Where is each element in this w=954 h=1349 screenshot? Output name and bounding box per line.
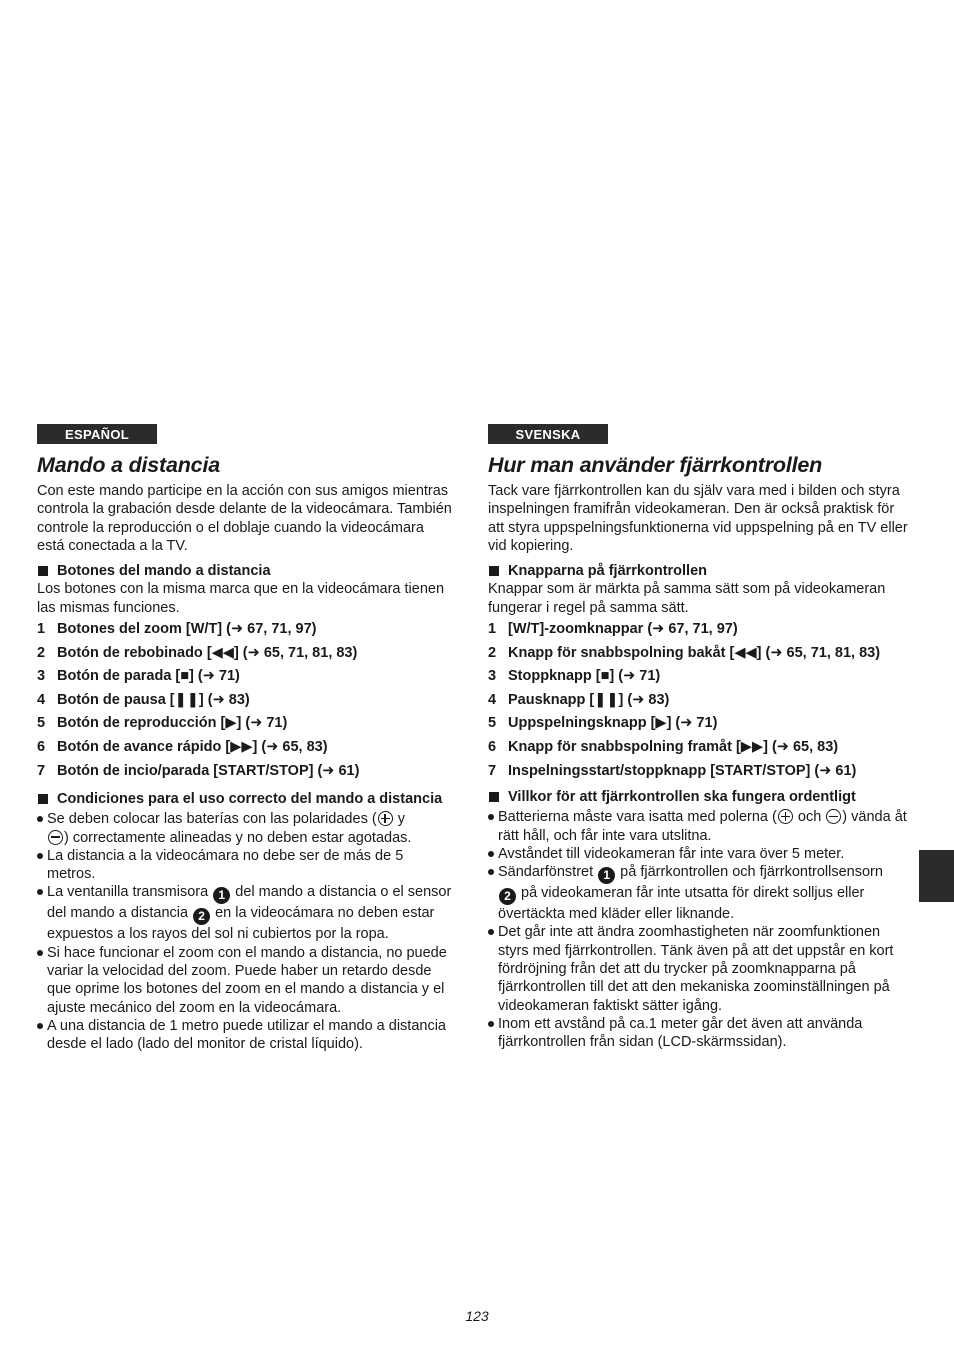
column-espanol	[37, 424, 455, 1054]
page-number: 123	[465, 1308, 489, 1324]
bullet-dot-icon	[37, 1023, 43, 1029]
intro-paragraph: Tack vare fjärrkontrollen kan du själv vara med i bilden och styra inspelningen framifrån videokameran. Den är också praktisk för att styra uppspelningsfunktionerna vid uppspelning på en TV eller vid kopiering.	[488, 483, 908, 554]
list-item: Batterierna måste vara isatta med polerna ( och ) vända åt rätt håll, och får inte vara utslitna.	[488, 808, 908, 845]
list-item: Inom ett avstånd på ca.1 meter går det även att använda fjärrkontrollen från sidan (LCD-skärmssidan).	[488, 1015, 908, 1052]
section-heading: Knapparna på fjärrkontrollen	[488, 562, 908, 580]
square-bullet-icon	[38, 794, 48, 804]
list-item: La distancia a la videocámara no debe ser de más de 5 metros.	[37, 847, 455, 884]
page-title: Mando a distancia	[37, 453, 220, 477]
bullet-dot-icon	[488, 814, 494, 820]
list-item: La ventanilla transmisora 1 del mando a distancia o el sensor del mando a distancia 2 en la videocámara no deben estar expuestos a los rayos del sol ni cubiertos por la ropa.	[37, 883, 455, 943]
conditions-list	[488, 808, 908, 1051]
list-item: 4 Pausknapp [❚❚] (➜ 83)	[488, 691, 670, 708]
chapter-side-tab	[919, 850, 954, 902]
list-item: 3 Stoppknapp [■] (➜ 71)	[488, 668, 661, 685]
list-item: 2 Botón de rebobinado [◀◀] (➜ 65, 71, 81, 83)	[37, 644, 358, 661]
bullet-dot-icon	[37, 889, 43, 895]
marker-one-icon: 1	[598, 867, 615, 884]
list-item: 7 Inspelningsstart/stoppknapp [START/STOP] (➜ 61)	[488, 762, 857, 779]
language-label: SVENSKA	[488, 424, 608, 444]
button-list	[488, 620, 908, 780]
bullet-dot-icon	[37, 950, 43, 956]
bullet-dot-icon	[37, 853, 43, 859]
list-item: Det går inte att ändra zoomhastigheten när zoomfunktionen styrs med fjärrkontrollen. Tänk även på att det uppstår en kort fördröjning från det att du trycker på zoomknapparna på fjärrkontrollen till det att den mekaniska zoominställningen på videokameran faktiskt sätter igång.	[488, 923, 908, 1014]
bullet-dot-icon	[488, 869, 494, 875]
list-item: 1 [W/T]-zoomknappar (➜ 67, 71, 97)	[488, 621, 738, 638]
conditions-list	[37, 810, 455, 1053]
bullet-dot-icon	[37, 816, 43, 822]
list-item: 7 Botón de incio/parada [START/STOP] (➜ 61)	[37, 762, 360, 779]
list-item: Sändarfönstret 1 på fjärrkontrollen och fjärrkontrollsensorn 2 på videokameran får inte utsatta för direkt solljus eller övertäckta med kläder eller liknande.	[488, 863, 908, 923]
list-item: Si hace funcionar el zoom con el mando a distancia, no puede variar la velocidad del zoom. Puede haber un retardo desde que oprime los botones del zoom en el mando a distancia y el ajuste mecánico del zoom en la videocámara.	[37, 944, 455, 1017]
list-item: 4 Botón de pausa [❚❚] (➜ 83)	[37, 691, 250, 708]
square-bullet-icon	[489, 566, 499, 576]
square-bullet-icon	[38, 566, 48, 576]
bullet-dot-icon	[488, 851, 494, 857]
marker-two-icon: 2	[499, 888, 516, 905]
section-heading: Botones del mando a distancia	[37, 562, 455, 580]
section-heading: Villkor för att fjärrkontrollen ska fungera ordentligt	[488, 788, 908, 806]
bullet-dot-icon	[488, 1021, 494, 1027]
plus-polarity-icon	[378, 811, 393, 826]
language-label: ESPAÑOL	[37, 424, 157, 444]
section-heading: Condiciones para el uso correcto del mando a distancia	[37, 790, 455, 808]
page-title: Hur man använder fjärrkontrollen	[488, 453, 823, 477]
list-item: 5 Botón de reproducción [▶] (➜ 71)	[37, 715, 288, 732]
list-item: 6 Botón de avance rápido [▶▶] (➜ 65, 83)	[37, 739, 328, 756]
minus-polarity-icon	[826, 809, 841, 824]
minus-polarity-icon	[48, 830, 63, 845]
section-text: Knappar som är märkta på samma sätt som på videokameran fungerar i regel på samma sätt.	[488, 581, 886, 616]
button-list	[37, 620, 455, 780]
intro-paragraph: Con este mando participe en la acción con sus amigos mientras controla la grabación desde delante de la videocámara. También controle la reproducción o el doblaje cuando la videocámara está conectada a la TV.	[37, 483, 452, 554]
list-item: Avståndet till videokameran får inte vara över 5 meter.	[488, 845, 908, 863]
list-item: 3 Botón de parada [■] (➜ 71)	[37, 668, 240, 685]
list-item: 2 Knapp för snabbspolning bakåt [◀◀] (➜ 65, 71, 81, 83)	[488, 644, 881, 661]
square-bullet-icon	[489, 792, 499, 802]
list-item: 6 Knapp för snabbspolning framåt [▶▶] (➜ 65, 83)	[488, 739, 839, 756]
marker-two-icon: 2	[193, 908, 210, 925]
list-item: A una distancia de 1 metro puede utilizar el mando a distancia desde el lado (lado del monitor de cristal líquido).	[37, 1017, 455, 1054]
marker-one-icon: 1	[213, 887, 230, 904]
plus-polarity-icon	[778, 809, 793, 824]
list-item: 1 Botones del zoom [W/T] (➜ 67, 71, 97)	[37, 621, 317, 638]
column-svenska	[488, 424, 908, 1052]
section-text: Los botones con la misma marca que en la videocámara tienen las mismas funciones.	[37, 581, 445, 616]
bullet-dot-icon	[488, 929, 494, 935]
list-item: 5 Uppspelningsknapp [▶] (➜ 71)	[488, 715, 718, 732]
list-item: Se deben colocar las baterías con las polaridades ( y ) correctamente alineadas y no deben estar agotadas.	[37, 810, 455, 847]
